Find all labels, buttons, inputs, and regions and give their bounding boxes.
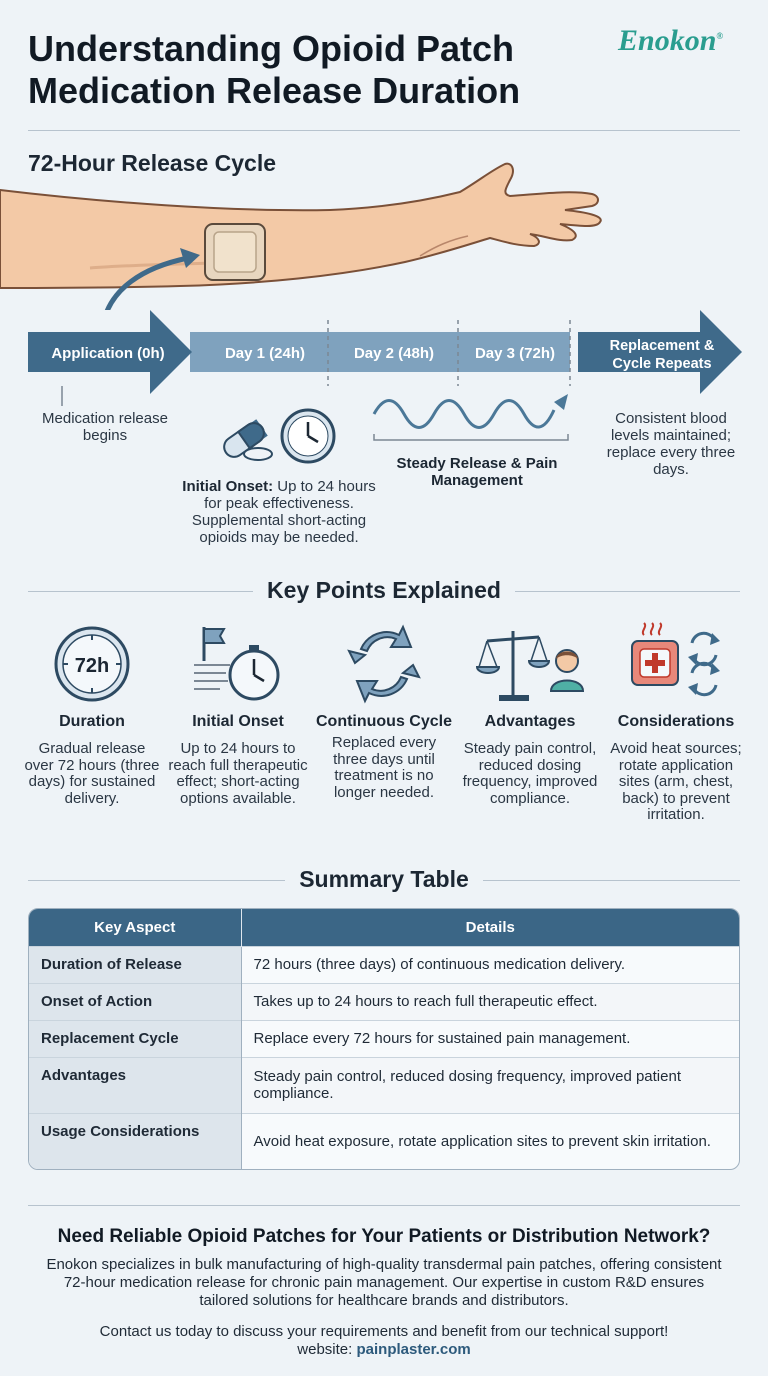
key-point-considerations — [606, 620, 746, 824]
cta-body: Enokon specializes in bulk manufacturing of high-quality transdermal pain patches, offering consistent 72-hour medication release for chronic pain management. Our expertise in custom R&D ensures tailored solutions for healthcare brands and distributors. — [46, 1256, 722, 1309]
steady-label: Steady Release & Pain Management — [396, 455, 558, 489]
stage-replacement — [588, 337, 736, 373]
column-header: Details — [241, 909, 739, 946]
key-point-text: Up to 24 hours to reach full therapeutic effect; short-acting options available. — [168, 740, 308, 807]
aspect-cell: Advantages — [29, 1057, 241, 1113]
details-cell: Avoid heat exposure, rotate application sites to prevent skin irritation. — [241, 1113, 739, 1169]
key-point-cycle — [314, 620, 454, 801]
divider — [28, 1205, 740, 1206]
aspect-cell: Onset of Action — [29, 983, 241, 1020]
cta-contact — [40, 1323, 728, 1359]
website-link[interactable]: painplaster.com — [356, 1341, 471, 1358]
key-point-title: Continuous Cycle — [315, 713, 452, 730]
table-row — [29, 1020, 739, 1057]
summary-heading: Summary Table — [0, 866, 768, 893]
website-line — [40, 1341, 728, 1359]
heat-patch-icon — [626, 621, 726, 707]
summary-table — [28, 908, 740, 1170]
key-point-title: Advantages — [484, 713, 576, 730]
scale-person-icon — [475, 621, 585, 707]
website-label: website: — [297, 1341, 353, 1358]
aspect-cell: Duration of Release — [29, 946, 241, 983]
key-point-title: Initial Onset — [192, 713, 284, 730]
stage-day1: Day 1 (24h) — [224, 345, 306, 362]
key-point-text: Gradual release over 72 hours (three days) for sustained delivery. — [24, 740, 160, 807]
table-row — [29, 1057, 739, 1113]
key-point-text: Steady pain control, reduced dosing frequency, improved compliance. — [462, 740, 598, 807]
cta-title: Need Reliable Opioid Patches for Your Patients or Distribution Network? — [57, 1226, 711, 1247]
key-points-heading: Key Points Explained — [0, 577, 768, 604]
registered-mark: ® — [716, 31, 724, 41]
divider — [28, 130, 740, 131]
page-title: Understanding Opioid Patch Medication Release Duration — [28, 28, 521, 111]
table-row — [29, 1113, 739, 1169]
flag-stopwatch-icon — [190, 621, 286, 707]
aspect-cell: Usage Considerations — [29, 1113, 241, 1169]
onset-description — [172, 478, 386, 546]
clock-72h-icon — [49, 621, 135, 707]
cycle-arrows-icon — [341, 621, 427, 707]
stage-replacement-line2: Cycle Repeats — [612, 356, 712, 372]
details-cell: Replace every 72 hours for sustained pain management. — [241, 1020, 739, 1057]
key-point-duration — [22, 620, 162, 807]
details-cell: 72 hours (three days) of continuous medication delivery. — [241, 946, 739, 983]
stage-day3: Day 3 (72h) — [474, 345, 556, 362]
brand-logo — [618, 24, 723, 58]
patch-icon — [205, 224, 265, 280]
cycle-heading: 72-Hour Release Cycle — [28, 150, 277, 176]
key-point-text: Avoid heat sources; rotate application sites (arm, chest, back) to prevent irritation. — [610, 740, 742, 823]
table-header-row — [29, 909, 739, 946]
contact-text: Contact us today to discuss your requirements and benefit from our technical support! — [99, 1323, 669, 1340]
table-row — [29, 983, 739, 1020]
stage-replacement-line1: Replacement & — [609, 338, 715, 354]
arm-illustration — [0, 150, 620, 310]
steady-wave-icon — [368, 390, 574, 446]
key-point-title: Considerations — [617, 713, 735, 730]
application-note: Medication release begins — [42, 410, 168, 444]
stage-day2: Day 2 (48h) — [353, 345, 435, 362]
table-row — [29, 946, 739, 983]
brand-name: Enokon — [618, 24, 717, 57]
details-cell: Takes up to 24 hours to reach full therapeutic effect. — [241, 983, 739, 1020]
stage-application: Application (0h) — [51, 345, 165, 362]
column-header: Key Aspect — [29, 909, 241, 946]
key-point-text: Replaced every three days until treatment is no longer needed. — [331, 734, 437, 801]
key-point-advantages — [460, 620, 600, 807]
replacement-note: Consistent blood levels maintained; replace every three days. — [606, 410, 736, 478]
onset-text: Up to 24 hours for peak effectiveness. Supplemental short-acting opioids may be needed. — [191, 478, 376, 546]
key-point-title: Duration — [59, 713, 125, 730]
aspect-cell: Replacement Cycle — [29, 1020, 241, 1057]
onset-label: Initial Onset: — [182, 478, 274, 495]
pills-clock-icon — [218, 406, 340, 466]
details-cell: Steady pain control, reduced dosing frequency, improved patient compliance. — [241, 1057, 739, 1113]
clock-badge: 72h — [74, 655, 110, 677]
key-point-onset — [168, 620, 308, 807]
